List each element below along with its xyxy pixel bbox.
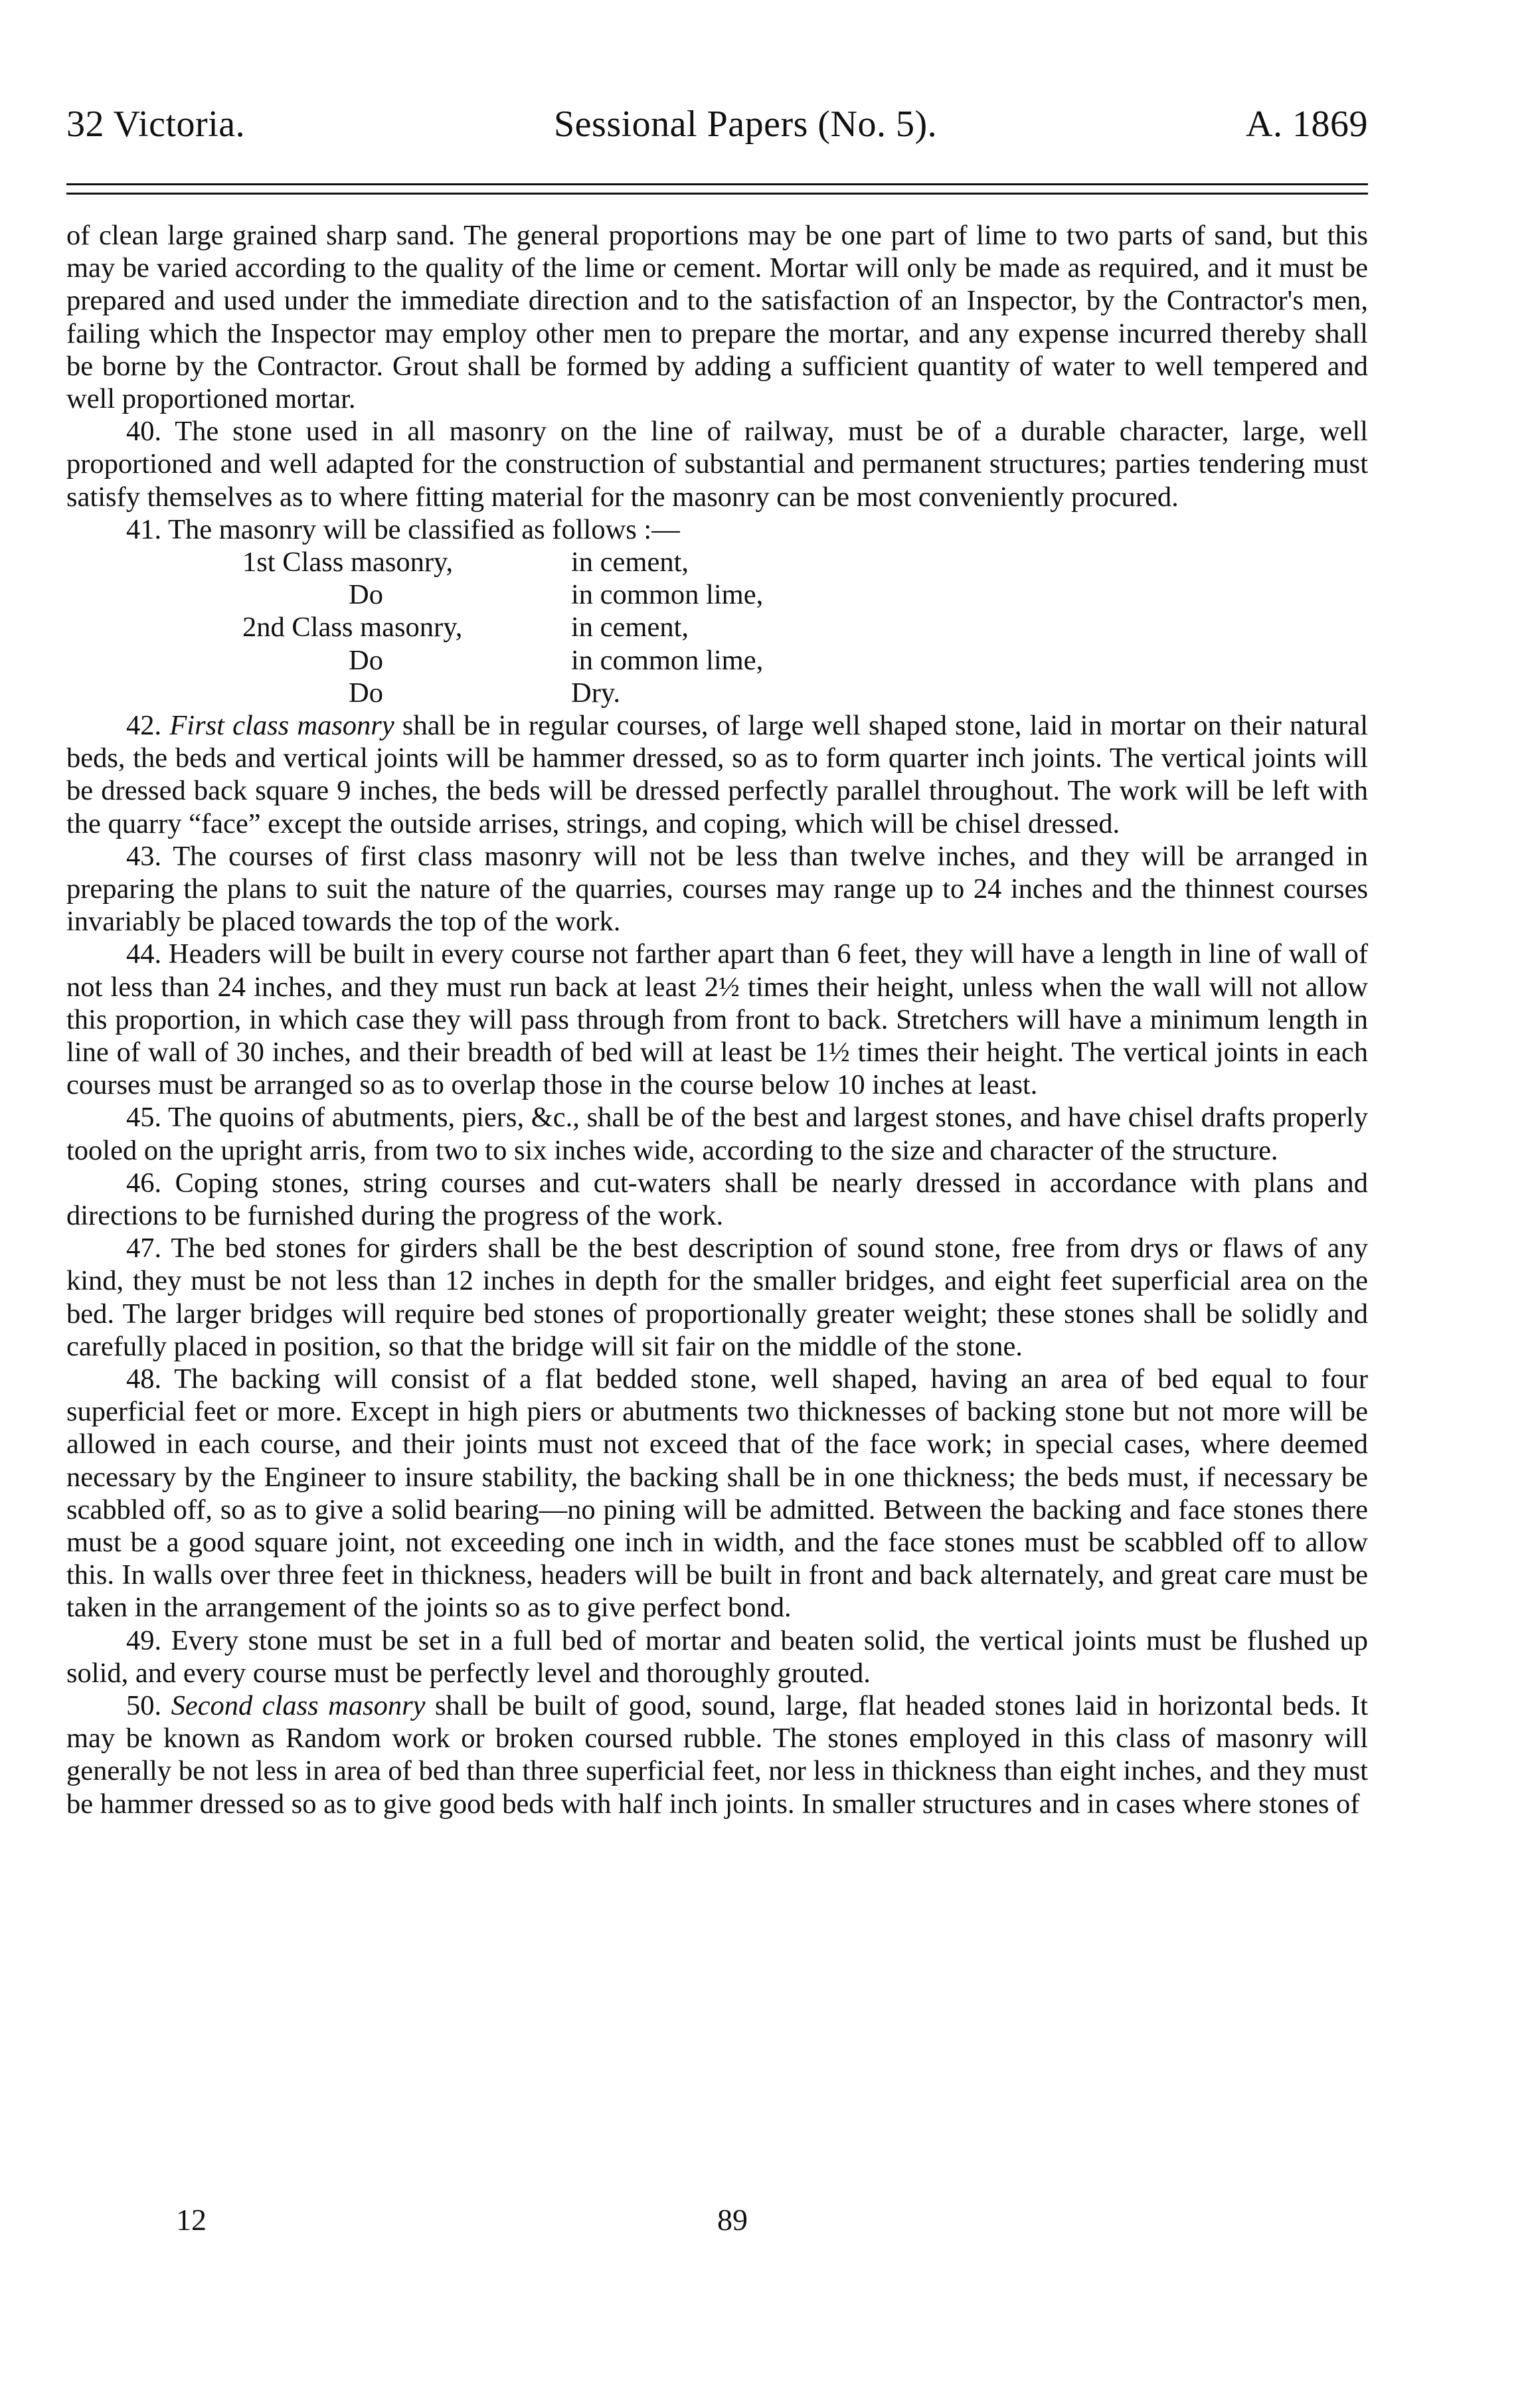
classification-class: 1st Class masonry, (242, 547, 454, 578)
classification-row (66, 611, 1368, 644)
header-year: A. 1869 (1246, 104, 1368, 145)
classification-material: in common lime, (571, 579, 764, 611)
paragraph-48: 48. The backing will consist of a flat bedded stone, well shaped, having an area of bed equal to four superficial feet or more. Except in high piers or abutments two thicknesses of backing stone but not more will be allowed in each course, and their joints must not exceed that of the face work; in special cases, where deemed necessary by the Engineer to insure stability, the backing shall be in one thickness; the beds must, if necessary be scabbled off, so as to give a solid bearing—no pining will be admitted. Between the backing and face stones there must be a good square joint, not exceeding one inch in width, and the face stones must be scabbled off to allow this. In walls over three feet in thickness, headers will be built in front and back alternately, and great care must be taken in the arrangement of the joints so as to give perfect bond. (66, 1363, 1368, 1624)
paragraph-41: 41. The masonry will be classified as follows :— (126, 513, 680, 545)
paragraph-45: 45. The quoins of abutments, piers, &c., shall be of the best and largest stones, and have chisel drafts properly tooled on the upright arris, from two to six inches wide, according to the size and character of the structure. (66, 1102, 1368, 1166)
header-volume: 32 Victoria. (66, 104, 246, 145)
classification-class: Do (349, 644, 383, 676)
classification-material: in cement, (571, 547, 689, 578)
classification-class: Do (349, 579, 383, 611)
paragraph-50 (66, 1689, 1368, 1820)
printer-signature-mark: 12 (176, 2203, 207, 2237)
running-header (66, 103, 1368, 145)
header-double-rule (66, 183, 1368, 195)
classification-material: in cement, (571, 612, 689, 644)
paragraph-42-number: 42. (126, 709, 162, 741)
paragraph-42 (66, 709, 1368, 840)
paragraph-50-number: 50. (126, 1690, 162, 1722)
paragraph-42-text: shall be in regular courses, of large well shaped stone, laid in mortar on their natural beds, the beds and vertical joints will be hammer dressed, so as to form quarter inch joints. The vertical joints will be dressed back square 9 inches, the beds will be dressed perfectly parallel throughout. The work will be left with the quarry “face” except the outside arrises, strings, and coping, which will be chisel dressed. (66, 709, 1369, 839)
paragraph-46: 46. Coping stones, string courses and cut-waters shall be nearly dressed in accordance with plans and directions to be furnished during the progress of the work. (66, 1167, 1368, 1232)
classification-row (66, 677, 1368, 709)
paragraph-43: 43. The courses of first class masonry will not be less than twelve inches, and they will be arranged in preparing the plans to suit the nature of the quarries, courses may range up to 24 inches and the thinnest courses invariably be placed towards the top of the work. (66, 840, 1368, 938)
paragraph-continuation: of clean large grained sharp sand. The general proportions may be one part of lime to two parts of sand, but this may be varied according to the quality of the lime or cement. Mortar will only be made as required, and it must be prepared and used under the immediate direction and to the satisfaction of an Inspector, by the Contractor's men, failing which the Inspector may employ other men to prepare the mortar, and any expense incurred thereby shall be borne by the Contractor. Grout shall be formed by adding a sufficient quantity of water to well tempered and well proportioned mortar. (66, 220, 1368, 415)
paragraph-49: 49. Every stone must be set in a full bed of mortar and beaten solid, the vertical joints must be flushed up solid, and every course must be perfectly level and thoroughly grouted. (66, 1624, 1368, 1689)
page-body (66, 219, 1368, 1820)
header-title: Sessional Papers (No. 5). (554, 104, 938, 145)
paragraph-47: 47. The bed stones for girders shall be the best description of sound stone, free from drys or flaws of any kind, they must be not less than 12 inches in depth for the smaller bridges, and eight feet superficial area on the bed. The larger bridges will require bed stones of proportionally greater weight; these stones shall be solidly and carefully placed in position, so that the bridge will sit fair on the middle of the stone. (66, 1233, 1368, 1362)
classification-material: in common lime, (571, 644, 764, 676)
classification-row (66, 644, 1368, 677)
paragraph-42-term: First class masonry (169, 709, 394, 741)
masonry-classification-list (66, 546, 1368, 709)
classification-class: 2nd Class masonry, (242, 612, 463, 644)
paragraph-44: 44. Headers will be built in every course not farther apart than 6 feet, they will have a length in line of wall of not less than 24 inches, and they must run back at least 2½ times their height, unless when the wall will not allow this proportion, in which case they will pass through from front to back. Stretchers will have a minimum length in line of wall of 30 inches, and their breadth of bed will at least be 1½ times their height. The vertical joints in each courses must be arranged so as to overlap those in the course below 10 inches at least. (66, 938, 1368, 1101)
page-footer (66, 2202, 1368, 2242)
paragraph-50-term: Second class masonry (171, 1690, 426, 1722)
page-number: 89 (717, 2203, 748, 2237)
classification-material: Dry. (571, 677, 620, 709)
classification-class: Do (349, 677, 383, 709)
paragraph-50-text: shall be built of good, sound, large, flat headed stones laid in horizontal beds. It may be known as Random work or broken coursed rubble. The stones employed in this class of masonry will generally be not less in area of bed than three superficial feet, nor less in thickness than eight inches, and they must be hammer dressed so as to give good beds with half inch joints. In smaller structures and in cases where stones of (66, 1690, 1369, 1820)
classification-row (66, 578, 1368, 611)
paragraph-40: 40. The stone used in all masonry on the line of railway, must be of a durable character, large, well proportioned and well adapted for the construction of substantial and permanent structures; parties tendering must satisfy themselves as to where fitting material for the masonry can be most conveniently procured. (66, 416, 1368, 513)
classification-row (66, 546, 1368, 578)
